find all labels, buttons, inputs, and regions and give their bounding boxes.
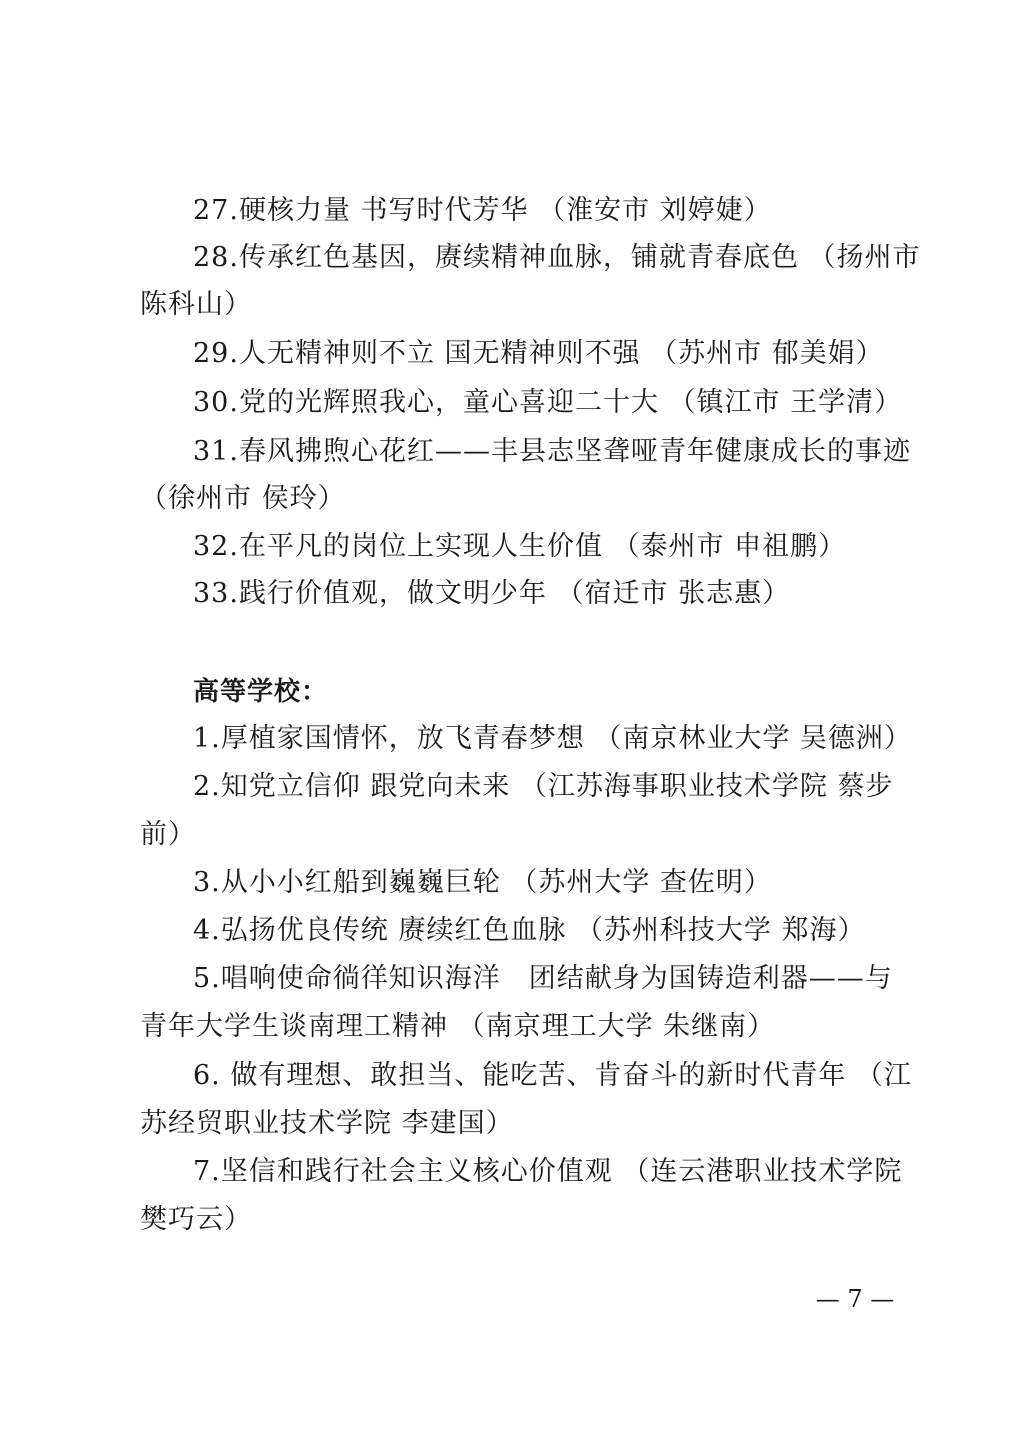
list-item-h7-line2: 樊巧云） <box>140 1204 252 1235</box>
list-item-28-line1: 28.传承红色基因，赓续精神血脉，铺就青春底色 （扬州市 <box>193 242 921 273</box>
list-item-32: 32.在平凡的岗位上实现人生价值 （泰州市 申祖鹏） <box>193 531 847 562</box>
list-item-31-line1: 31.春风拂煦心花红——丰县志坚聋哑青年健康成长的事迹 <box>193 436 911 467</box>
list-item-31-line2: （徐州市 侯玲） <box>140 483 346 514</box>
list-item-h6-line1: 6. 做有理想、敢担当、能吃苦、肯奋斗的新时代青年 （江 <box>193 1060 912 1091</box>
list-item-h5-line2: 青年大学生谈南理工精神 （南京理工大学 朱继南） <box>140 1011 776 1042</box>
list-item-28-line2: 陈科山） <box>140 289 252 320</box>
list-item-30: 30.党的光辉照我心，童心喜迎二十大 （镇江市 王学清） <box>193 387 903 418</box>
list-item-h5-line1: 5.唱响使命徜徉知识海洋 团结献身为国铸造利器——与 <box>193 963 893 994</box>
list-item-33: 33.践行价值观，做文明少年 （宿迁市 张志惠） <box>193 578 791 609</box>
page-number: — 7 — <box>815 1285 895 1313</box>
list-item-h2-line1: 2.知党立信仰 跟党向未来 （江苏海事职业技术学院 蔡步 <box>193 771 894 802</box>
list-item-h4: 4.弘扬优良传统 赓续红色血脉 （苏州科技大学 郑海） <box>193 915 866 946</box>
list-item-h7-line1: 7.坚信和践行社会主义核心价值观 （连云港职业技术学院 <box>193 1156 903 1187</box>
list-item-h6-line2: 苏经贸职业技术学院 李建国） <box>140 1108 514 1139</box>
list-item-27: 27.硬核力量 书写时代芳华 （淮安市 刘婷婕） <box>193 195 772 226</box>
list-item-h2-line2: 前） <box>140 819 196 850</box>
section-heading: 高等学校： <box>193 677 329 707</box>
list-item-29: 29.人无精神则不立 国无精神则不强 （苏州市 郁美娟） <box>193 338 884 369</box>
list-item-h3: 3.从小小红船到巍巍巨轮 （苏州大学 查佐明） <box>193 867 772 898</box>
list-item-h1: 1.厚植家国情怀，放飞青春梦想 （南京林业大学 吴德洲） <box>193 723 912 754</box>
